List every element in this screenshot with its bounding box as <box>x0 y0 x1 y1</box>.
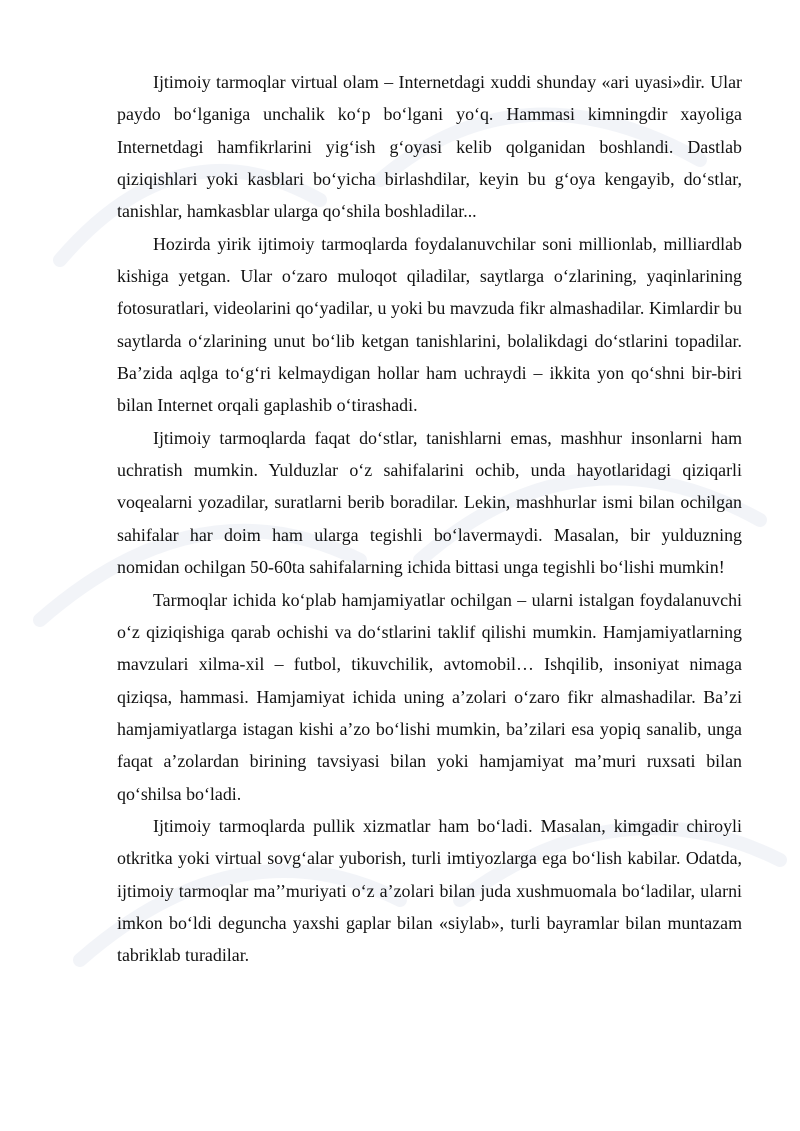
paragraph-2: Hozirda yirik ijtimoiy tarmoqlarda foydalanuvchilar soni millionlab, milliardlab kishiga yetgan. Ular o‘zaro muloqot qiladilar, saytlarga o‘zlarining, yaqinlarining fotosuratlari, videolarini qo‘yadilar, u yoki bu mavzuda fikr almashadilar. Kimlardir bu saytlarda o‘zlarining unut bo‘lib ketgan tanishlarini, bolalikdagi do‘stlarini topadilar. Ba’zida aqlga to‘g‘ri kelmaydigan hollar ham uchraydi – ikkita yon qo‘shni bir-biri bilan Internet orqali gaplashib o‘tirashadi. <box>117 233 742 416</box>
document-body <box>117 66 742 972</box>
paragraph-5: Ijtimoiy tarmoqlarda pullik xizmatlar ham bo‘ladi. Masalan, kimgadir chiroyli otkritka yoki virtual sovg‘alar yuborish, turli imtiyozlarga ega bo‘lish kabilar. Odatda, ijtimoiy tarmoqlar ma’’muriyati o‘z a’zolari bilan juda xushmuomala bo‘ladilar, ularni imkon bo‘ldi deguncha yaxshi gaplar bilan «siylab», turli bayramlar bilan muntazam tabriklab turadilar. <box>117 815 742 966</box>
paragraph-4: Tarmoqlar ichida ko‘plab hamjamiyatlar ochilgan – ularni istalgan foydalanuvchi o‘z qiziqishiga qarab ochishi va do‘stlarini taklif qilishi mumkin. Hamjamiyatlarning mavzulari xilma-xil – futbol, tikuvchilik, avtomobil… Ishqilib, insoniyat nimaga qiziqsa, hammasi. Hamjamiyat ichida uning a’zolari o‘zaro fikr almashadilar. Ba’zi hamjamiyatlarga istagan kishi a’zo bo‘lishi mumkin, ba’zilari esa yopiq sanalib, unga faqat a’zolardan birining tavsiyasi bilan yoki hamjamiyat ma’muri ruxsati bilan qo‘shilsa bo‘ladi. <box>117 589 742 804</box>
paragraph-1: Ijtimoiy tarmoqlar virtual olam – Internetdagi xuddi shunday «ari uyasi»dir. Ular paydo bo‘lganiga unchalik ko‘p bo‘lgani yo‘q. Hammasi kimningdir xayoliga Internetdagi hamfikrlarini yig‘ish g‘oyasi kelib qolganidan boshlandi. Dastlab qiziqishlari yoki kasblari bo‘yicha birlashdilar, keyin bu g‘oya kengayib, do‘stlar, tanishlar, hamkasblar ularga qo‘shila boshladilar... <box>117 72 742 222</box>
paragraph-3: Ijtimoiy tarmoqlarda faqat do‘stlar, tanishlarni emas, mashhur insonlarni ham uchratish mumkin. Yulduzlar o‘z sahifalarini ochib, unda hayotlaridagi qiziqarli voqealarni yozadilar, suratlarni berib boradilar. Lekin, mashhurlar ismi bilan ochilgan sahifalar har doim ham ularga tegishli bo‘lavermaydi. Masalan, bir yulduzning nomidan ochilgan 50-60ta sahifalarning ichida bittasi unga tegishli bo‘lishi mumkin! <box>117 427 742 578</box>
